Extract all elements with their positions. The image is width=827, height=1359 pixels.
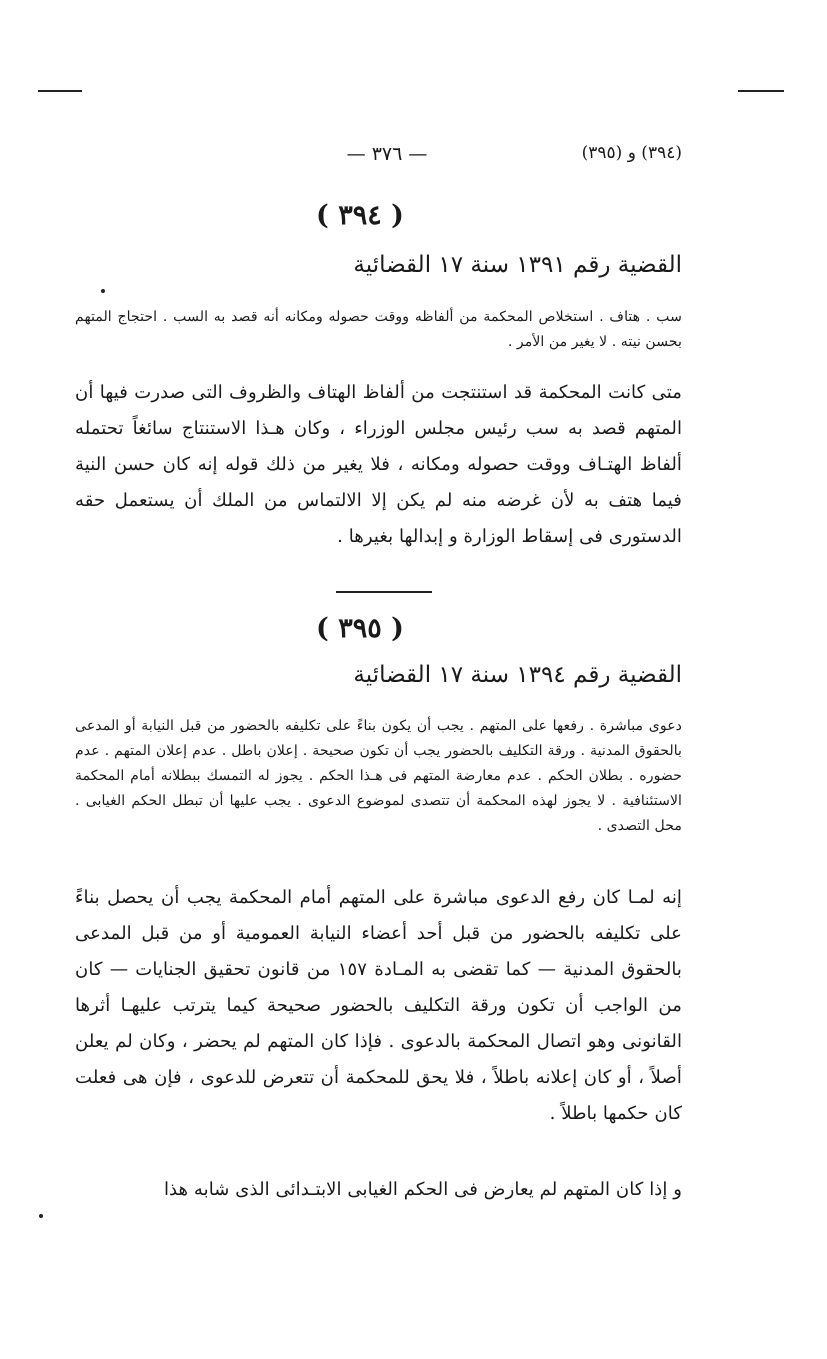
top-right-rule [738,90,784,92]
case-body-394: متى كانت المحكمة قد استنتجت من ألفاظ الهتاف والظروف التى صدرت فيها أن المتهم قصد به سب رئيس مجلس الوزراء ، وكان هـذا الاستنتاج سائغاً تحتمله ألفاظ الهتـاف ووقت حصوله ومكانه ، فلا يغير من ذلك قوله إنه كان حسن النية فيما هتف به لأن غرضه منه لم يكن إلا الالتماس من الملك أن يستعمل حقه الدستورى فى إسقاط الوزارة و إبدالها بغيرها . [75,382,682,547]
case-title-394: القضية رقم ١٣٩١ سنة ١٧ القضائية [353,252,682,278]
case-body-395-paragraph-1: إنه لمـا كان رفع الدعوى مباشرة على المتهم أمام المحكمة يجب أن يحصل بناءً على تكليفه بالحضور من قبل أحد أعضاء النيابة العمومية أو من قبل المدعى بالحقوق المدنية — كما تقضى به المـادة ١٥٧ من قانون تحقيق الجنايات — كان من الواجب أن تكون ورقة التكليف بالحضور صحيحة كيما يترتب عليهـا أثرها القانونى وهو اتصال المحكمة بالدعوى . فإذا كان المتهم لم يحضر ، وكان لم يعلن أصلاً ، أو كان إعلانه باطلاً ، فلا يحق للمحكمة أن تتعرض للدعوى ، فإن هى فعلت كان حكمها باطلاً . [75,887,682,1124]
case-body-395-paragraph-2: و إذا كان المتهم لم يعارض فى الحكم الغيابى الابتـدائى الذى شابه هذا [163,1179,682,1200]
case-title-395: القضية رقم ١٣٩٤ سنة ١٧ القضائية [353,662,682,688]
stray-mark [101,289,105,293]
page-number: — ٣٧٦ — [346,143,428,165]
stray-mark [39,1214,43,1218]
case-summary-395: دعوى مباشرة . رفعها على المتهم . يجب أن يكون بناءً على تكليفه بالحضور من قبل النيابة أو المدعى بالحقوق المدنية . ورقة التكليف بالحضور يجب أن تكون صحيحة . إعلان باطل . عدم إعلان المتهم . عدم حضوره . بطلان الحكم . عدم معارضة المتهم فى هـذا الحكم . يجوز له التمسك ببطلانه أمام المحكمة الاستئنافية . لا يجوز لهذه المحكمة أن تتصدى لموضوع الدعوى . يجب عليها أن تبطل الحكم الغيابى . محل التصدى . [75,718,682,834]
section-divider [336,591,432,593]
section-range: (٣٩٤) و (٣٩٥) [581,143,682,163]
top-left-rule [38,90,82,92]
case-number-394: ( ٣٩٤ ) [316,200,404,231]
case-number-395: ( ٣٩٥ ) [316,613,404,644]
case-summary-394: سب . هتاف . استخلاص المحكمة من ألفاظه ووقت حصوله ومكانه أنه قصد به السب . احتجاج المتهم بحسن نيته . لا يغير من الأمر . [75,309,682,350]
page-header [70,143,682,173]
